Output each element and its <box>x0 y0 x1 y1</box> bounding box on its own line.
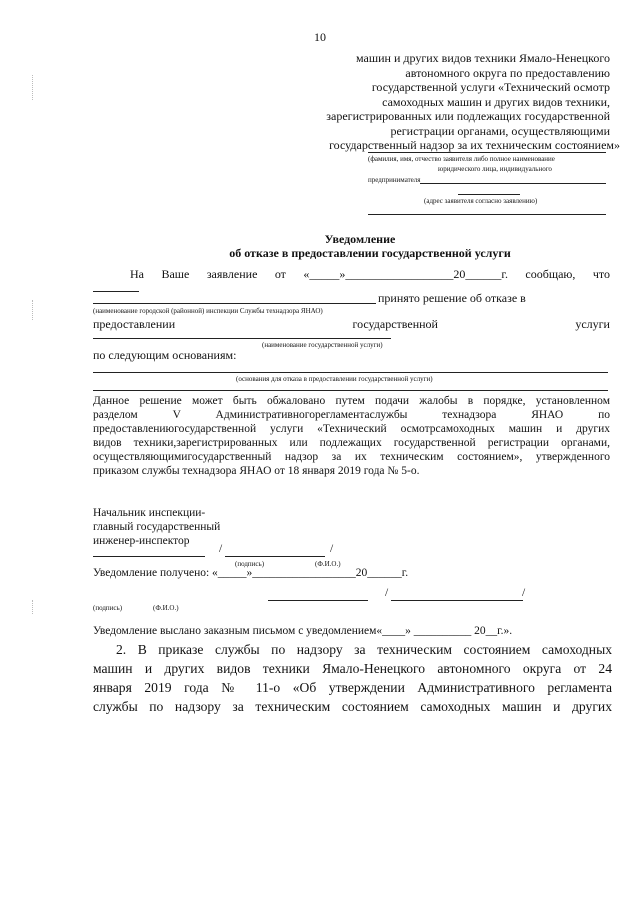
entrepreneur-line <box>420 183 606 184</box>
inspection-line <box>93 303 376 304</box>
address-line <box>368 214 606 215</box>
grounds-caption: (основания для отказа в предоставлении государственной услуги) <box>236 375 433 383</box>
header-line: зарегистрированных или подлежащих государственной <box>326 109 610 123</box>
name-caption: (Ф.И.О.) <box>315 560 341 568</box>
appeal-line: приказом службы технадзора ЯНАО от 18 января 2019 года № 5-о. <box>93 465 420 477</box>
signature-slash: / <box>219 543 223 555</box>
intro-line: На Ваше заявление от «_____»__________________20______г. сообщаю, что <box>130 267 610 281</box>
applicant-caption: (фамилия, имя, отчество заявителя либо полное наименование <box>368 155 555 163</box>
position-line: инженер-инспектор <box>93 535 190 547</box>
service-line <box>93 338 391 339</box>
notice-subtitle: об отказе в предоставлении государственной услуги <box>229 246 511 260</box>
appeal-line: осуществляющимигосударственный надзор за их техническим состоянием», утвержденного <box>93 451 610 463</box>
decision-text: принято решение об отказе в <box>378 291 526 305</box>
appeal-line: Данное решение может быть обжаловано путем подачи жалобы в порядке, установленном <box>93 395 610 407</box>
scan-artifact <box>32 75 34 100</box>
appeal-line: видов техники,зарегистрированных или подлежащих государственной регистрации органами, <box>93 437 610 449</box>
grounds-line <box>93 372 608 373</box>
applicant-name-line <box>368 152 606 153</box>
header-line: регистрации органами, осуществляющими <box>390 123 610 138</box>
received-signature-line <box>268 600 368 601</box>
header-line: машин и других видов техники Ямало-Ненецкого <box>356 51 610 65</box>
name-caption: (Ф.И.О.) <box>153 604 179 612</box>
notice-title: Уведомление <box>324 232 396 246</box>
position-line: главный государственный <box>93 521 221 533</box>
address-caption: (адрес заявителя согласно заявлению) <box>424 197 538 205</box>
signature-caption: (подпись) <box>235 560 265 568</box>
signature-slash: / <box>522 587 526 599</box>
sent-text: Уведомление выслано заказным письмом с уведомлением«____» __________ 20__г.». <box>93 625 513 637</box>
scan-artifact <box>32 600 34 614</box>
signature-caption: (подпись) <box>93 604 123 612</box>
header-line: автономного округа по предоставлению <box>405 65 610 80</box>
provision-line: предоставлении государственной услуги <box>93 317 610 331</box>
amendment-line: машин и других видов техники Ямало-Ненецкого автономного округа от 24 <box>93 661 612 676</box>
scan-artifact <box>32 300 34 320</box>
appeal-line: разделом V Административногорегламентаслужбы технадзора ЯНАО по <box>93 409 610 421</box>
received-text: Уведомление получено: «_____»__________________20______г. <box>93 567 409 579</box>
header-line: государственной услуги «Технический осмотр <box>371 80 610 94</box>
appeal-line: предоставлениюгосударственной услуги «Технический осмотрсамоходных машин и других <box>93 423 610 435</box>
header-line: самоходных машин и других видов техники, <box>382 94 610 109</box>
amendment-line: января 2019 года № 11-о «Об утверждении Административного регламента <box>93 680 612 695</box>
header-line: государственный надзор за их техническим состоянием» <box>329 138 620 152</box>
blank-line <box>93 291 139 292</box>
applicant-entrepreneur: предпринимателя <box>368 176 421 184</box>
amendment-line: 2. В приказе службы по надзору за техническим состоянием самоходных <box>116 642 612 657</box>
received-name-line <box>391 600 523 601</box>
inspection-caption: (наименование городской (районной) инспекции Службы технадзора ЯНАО) <box>93 307 323 315</box>
short-line <box>458 194 520 195</box>
position-line: Начальник инспекции- <box>93 507 206 519</box>
grounds-line-2 <box>93 390 608 391</box>
position-signature-line <box>93 556 205 557</box>
service-caption: (наименование государственной услуги) <box>262 341 383 349</box>
applicant-caption: юридического лица, индивидуального <box>438 165 552 173</box>
signature-slash: / <box>385 587 389 599</box>
signature-slash: / <box>330 543 334 555</box>
amendment-line: службы по надзору за техническим состоянием самоходных машин и других <box>93 699 612 714</box>
signature-line <box>225 556 325 557</box>
grounds-text: по следующим основаниям: <box>93 348 237 362</box>
page-number: 10 <box>314 30 326 44</box>
